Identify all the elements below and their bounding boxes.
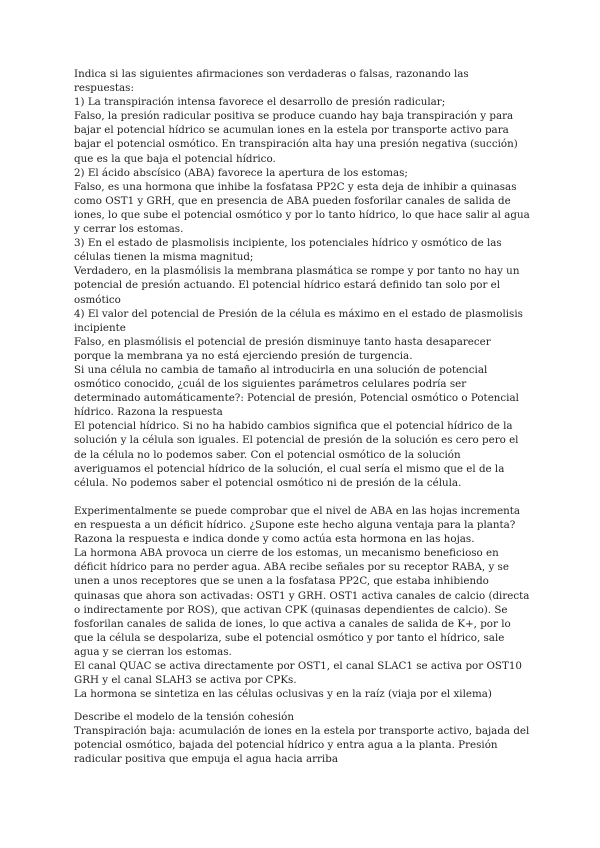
cohesion-tension-section xyxy=(74,710,530,766)
section-intro: Indica si las siguientes afirmaciones son verdaderas o falsas, razonando las respuestas: xyxy=(74,68,469,95)
answer-2: Falso, es una hormona que inhibe la fosfatasa PP2C y esta deja de inhibir a quinasas como OST1 y GRH, que en presencia de ABA pueden fosforilar canales de salida de iones, lo que sube el potencial osmótico y por lo tanto hídrico, lo que hace salir al agua y cerrar los estomas. xyxy=(74,180,530,236)
true-false-section xyxy=(74,67,530,363)
answer-text: La hormona se sintetiza en las células oclusivas y en la raíz (viaja por el xilema) xyxy=(74,688,492,701)
answer-text: El potencial hídrico. Si no ha habido cambios significa que el potencial hídrico de la solución y la célula son iguales. El potencial de presión de la solución es cero pero el de la célula no lo podemos saber. Con el potencial osmótico de la solución averiguamos el potencial hídrico de la solución, el cual sería el mismo que el de la célula. No podemos saber el potencial osmótico ni de presión de la célula. xyxy=(74,420,519,489)
answer-1: Falso, la presión radicular positiva se produce cuando hay baja transpiración y para bajar el potencial hídrico se acumulan iones en la estela por transporte activo para bajar el potencial osmótico. En transpiración alta hay una presión negativa (succión) que es la que baja el potencial hídrico. xyxy=(74,110,518,165)
answer-text: La hormona ABA provoca un cierre de los estomas, un mecanismo beneficioso en déficit hídrico para no perder agua. ABA recibe señales por su receptor RABA, y se unen a unos receptores que se unen a la fosfatasa PP2C, que estaba inhibiendo quinasas que ahora son activadas: OST1 y GRH. OST1 activa canales de calcio (directa o indirectamente por ROS), que activan CPK (quinasas dependientes de calcio). Se fosforilan canales de salida de iones, lo que activa a canales de salida de K+, por lo que la célula se despolariza, sube el potencial osmótico y por tanto el hídrico, sale agua y se cierran los estomas. xyxy=(74,547,530,658)
statement-1: 1) La transpiración intensa favorece el desarrollo de presión radicular; xyxy=(74,96,446,109)
answer-3: Verdadero, en la plasmólisis la membrana plasmática se rompe y por tanto no hay un potencial de presión actuando. El potencial hídrico estará definido tan solo por el osmótico xyxy=(74,265,520,306)
cell-size-section xyxy=(74,363,530,490)
answer-4: Falso, en plasmólisis el potencial de presión disminuye tanto hasta desaparecer porque la membrana ya no está ejerciendo presión de turgencia. xyxy=(74,335,491,362)
aba-section xyxy=(74,504,530,701)
answer-text: El canal QUAC se activa directamente por OST1, el canal SLAC1 se activa por OST10 GRH y el canal SLAH3 se activa por CPKs. xyxy=(74,660,522,687)
question-text: Experimentalmente se puede comprobar que el nivel de ABA en las hojas incrementa en respuesta a un déficit hídrico. ¿Supone este hecho alguna ventaja para la planta? Razona la respuesta e indica donde y como actúa esta hormona en las hojas. xyxy=(74,505,521,546)
answer-text: Transpiración baja: acumulación de iones en la estela por transporte activo, bajada del potencial osmótico, bajada del potencial hídrico y entra agua a la planta. Presión radicular positiva que empuja el agua hacia arriba xyxy=(74,725,530,766)
question-text: Si una célula no cambia de tamaño al introducirla en una solución de potencial osmótico conocido, ¿cuál de los siguientes parámetros celulares podría ser determinado automáticamente?: Potencial de presión, Potencial osmótico o Potencial hídrico. Razona la respuesta xyxy=(74,364,519,419)
statement-4: 4) El valor del potencial de Presión de la célula es máximo en el estado de plasmolisis incipiente xyxy=(74,307,523,334)
statement-3: 3) En el estado de plasmolisis incipiente, los potenciales hídrico y osmótico de las células tienen la misma magnitud; xyxy=(74,237,502,264)
question-text: Describe el modelo de la tensión cohesión xyxy=(74,711,294,723)
statement-2: 2) El ácido abscísico (ABA) favorece la apertura de los estomas; xyxy=(74,166,408,179)
